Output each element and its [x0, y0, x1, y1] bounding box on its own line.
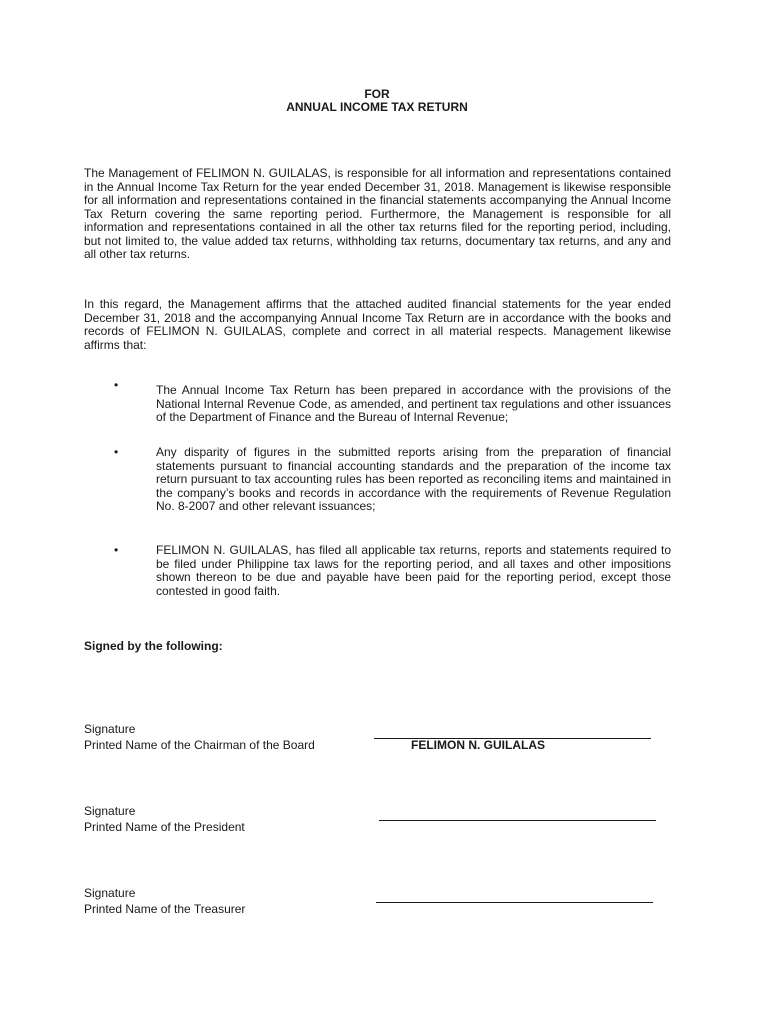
printed-name-label-president: Printed Name of the President: [84, 820, 245, 834]
affirmation-item-1: The Annual Income Tax Return has been prepared in accordance with the provisions of the National Internal Revenue Code, as amended, and pertinent tax regulations and other issuances of the Department of Finance and the Bureau of Internal Revenue;: [156, 383, 671, 424]
signature-line-treasurer: [376, 902, 653, 903]
document-title: ANNUAL INCOME TAX RETURN: [286, 100, 468, 114]
bullet-dot-1: •: [114, 378, 119, 392]
signed-by-heading: Signed by the following:: [84, 639, 223, 653]
signature-label-president: Signature: [84, 804, 136, 818]
signature-label-chairman: Signature: [84, 722, 136, 736]
bullet-dot-2: •: [114, 445, 119, 459]
management-affirmation-paragraph: In this regard, the Management affirms that the attached audited financial statements for the year ended December 31, 2018 and the accompanying Annual Income Tax Return are in accordance with the books and records of FELIMON N. GUILALAS, complete and correct in all material respects. Management likewise affirms that:: [84, 297, 671, 352]
signature-line-president: [379, 820, 656, 821]
chairman-name: FELIMON N. GUILALAS: [411, 738, 545, 752]
printed-name-label-treasurer: Printed Name of the Treasurer: [84, 902, 246, 916]
affirmation-item-3: FELIMON N. GUILALAS, has filed all applicable tax returns, reports and statements required to be filed under Philippine tax laws for the reporting period, and all taxes and other impositions shown thereon to be due and payable have been paid for the reporting period, except those contested in good faith.: [156, 543, 671, 598]
heading-for: FOR: [364, 87, 390, 101]
management-responsibility-paragraph: The Management of FELIMON N. GUILALAS, is responsible for all information and representations contained in the Annual Income Tax Return for the year ended December 31, 2018. Management is likewise responsible for all information and representations contained in the financial statements accompanying the Annual Income Tax Return covering the same reporting period. Furthermore, the Management is responsible for all information and representations contained in all the other tax returns filed for the reporting period, including, but not limited to, the value added tax returns, withholding tax returns, documentary tax returns, and any and all other tax returns.: [84, 166, 671, 261]
signature-label-treasurer: Signature: [84, 886, 136, 900]
affirmation-item-2: Any disparity of figures in the submitted reports arising from the preparation of financial statements pursuant to financial accounting standards and the preparation of the income tax return pursuant to tax accounting rules has been reported as reconciling items and maintained in the company’s books and records in accordance with the requirements of Revenue Regulation No. 8-2007 and other relevant issuances;: [156, 445, 671, 513]
printed-name-label-chairman: Printed Name of the Chairman of the Board: [84, 738, 315, 752]
bullet-dot-3: •: [114, 543, 119, 557]
